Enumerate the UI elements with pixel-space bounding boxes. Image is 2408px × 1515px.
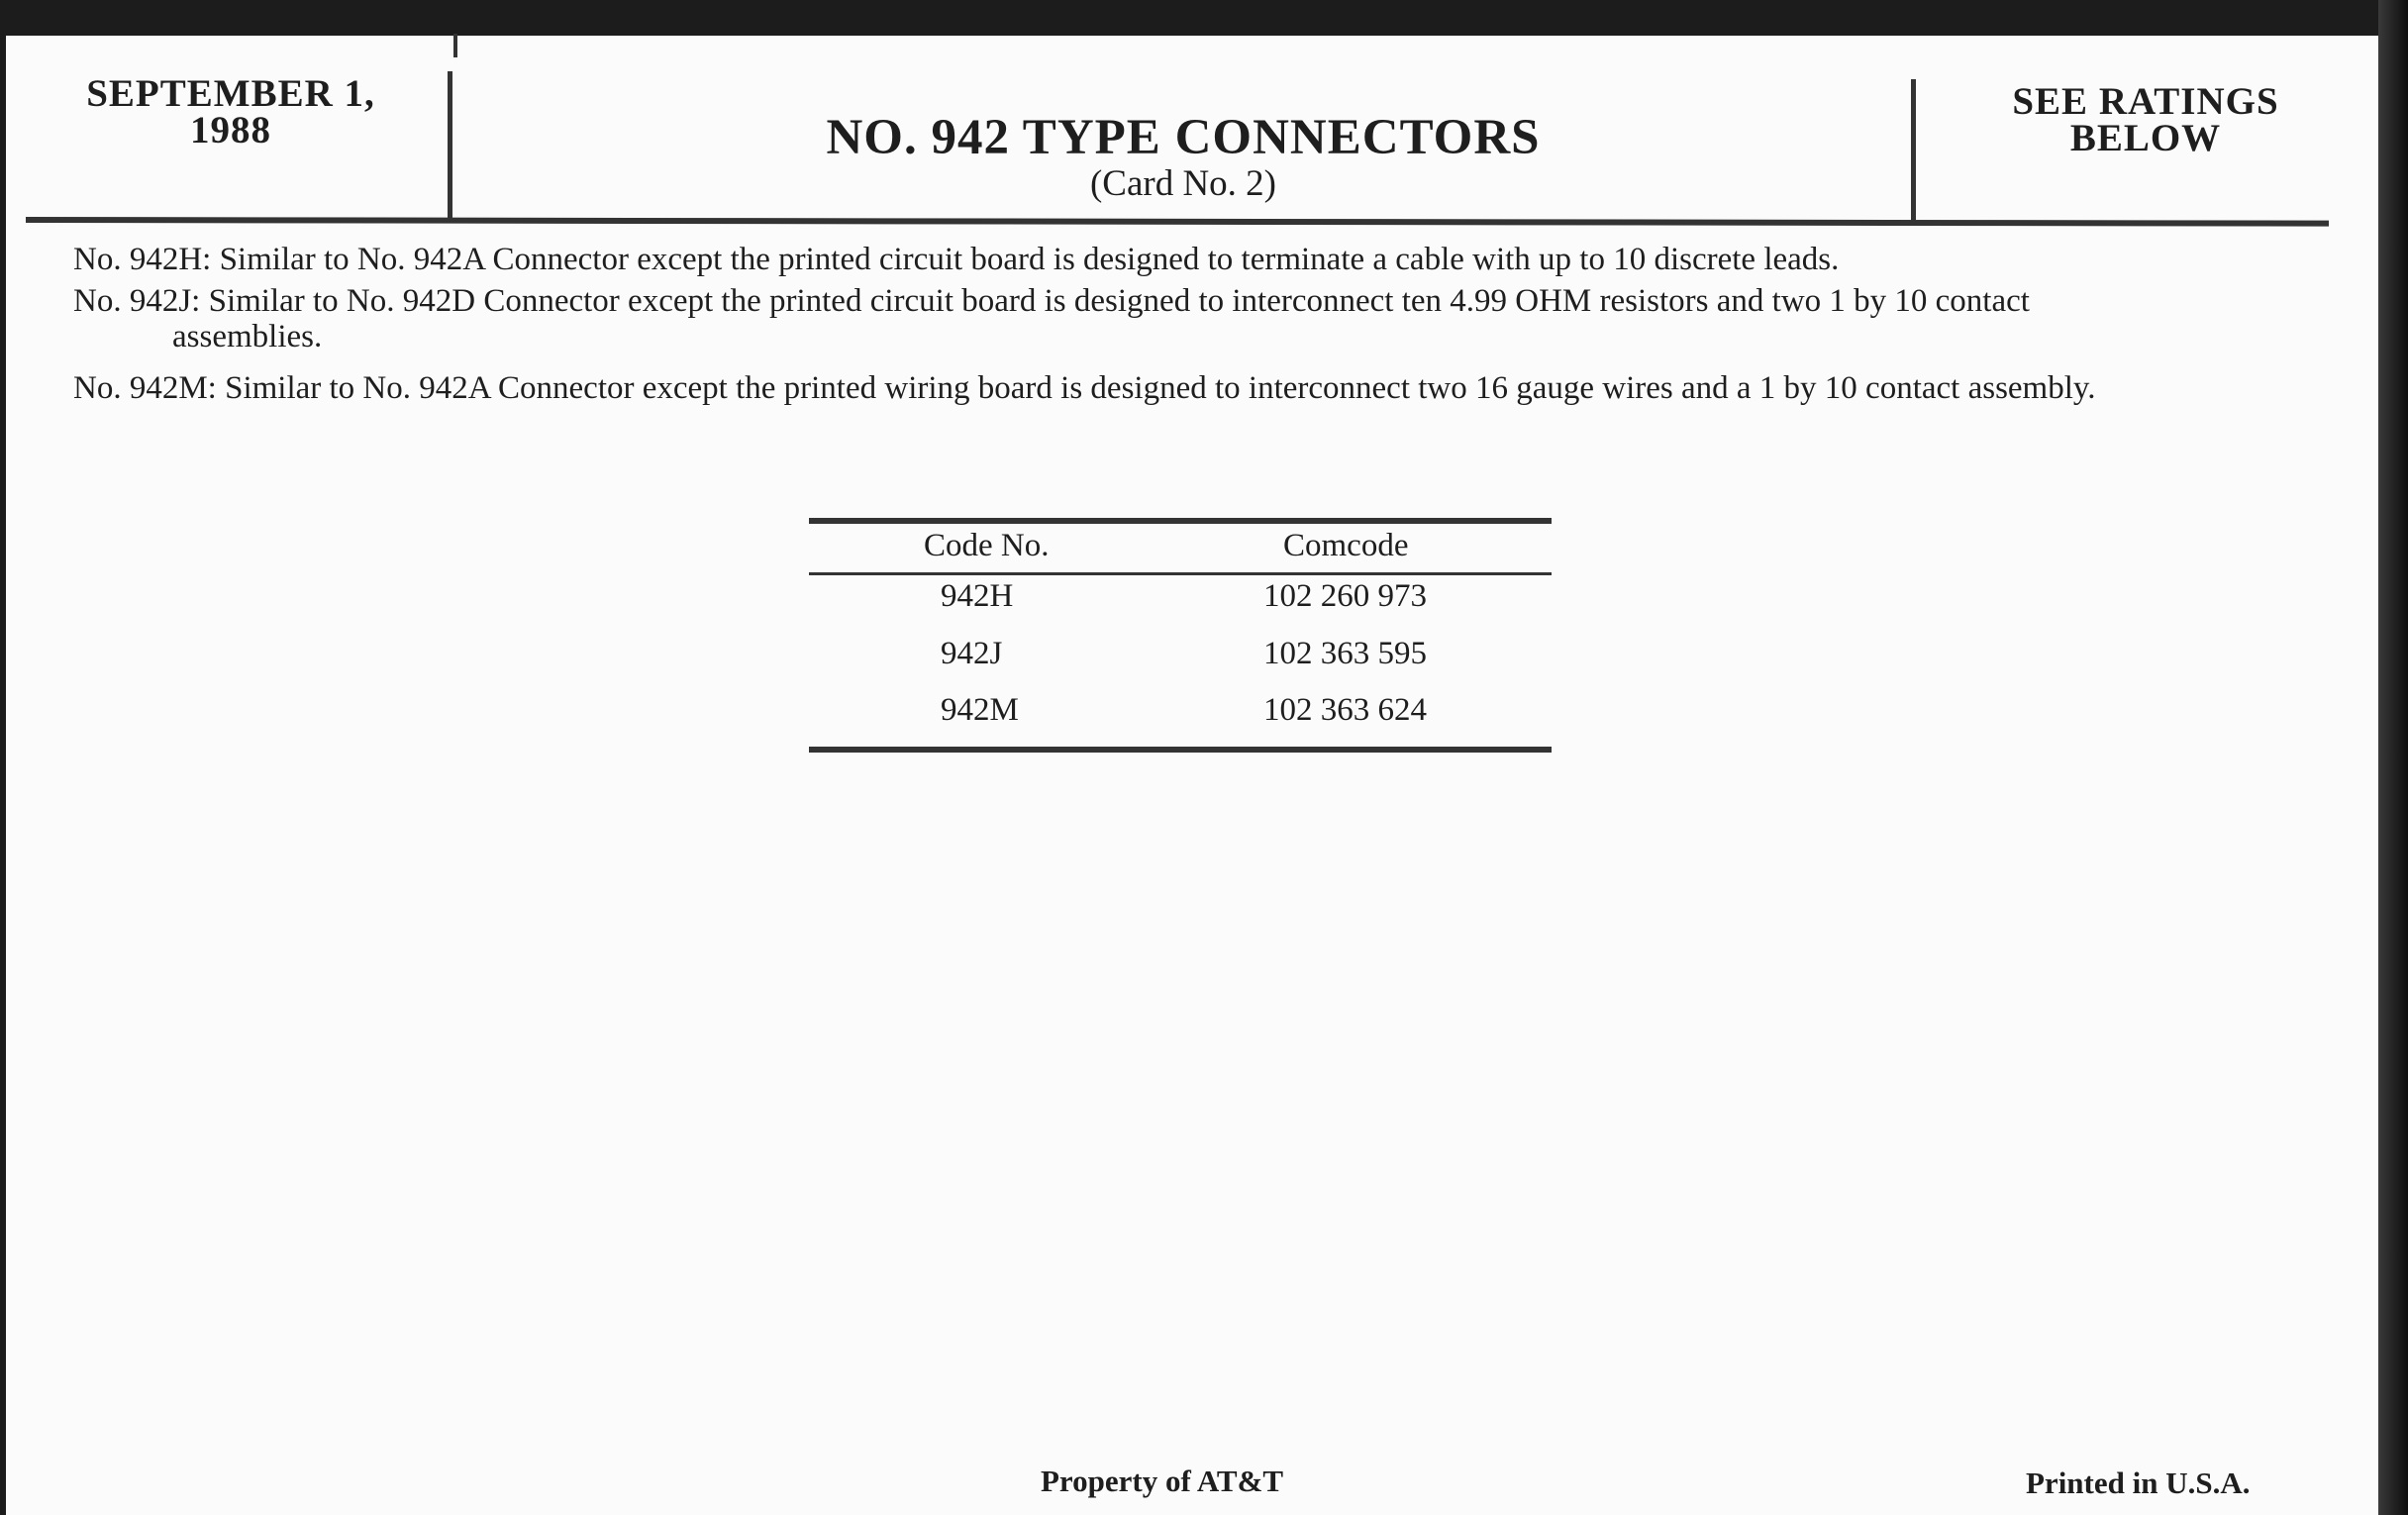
description-942m [73, 370, 2291, 406]
issue-date-line1: SEPTEMBER 1, [86, 72, 375, 115]
description-text: No. 942J: Similar to No. 942D Connector except the printed circuit board is designed to interconnect ten 4.99 OHM resistors and two 1 by 10 contact [73, 283, 2030, 319]
column-header-comcode: Comcode [1283, 528, 1409, 563]
printed-notice: Printed in U.S.A. [2026, 1465, 2251, 1500]
description-continuation: assemblies. [172, 319, 323, 354]
column-header-code: Code No. [924, 528, 1050, 563]
header-divider-tick [453, 34, 457, 57]
header-divider-left [448, 71, 452, 218]
code-cell: 942M [941, 692, 1019, 728]
table-top-rule [809, 518, 1552, 524]
rating-note-line1: SEE RATINGS [2012, 80, 2279, 123]
code-cell: 942J [941, 636, 1003, 671]
property-notice: Property of AT&T [1041, 1464, 1284, 1498]
description-942h [73, 242, 2291, 277]
issue-date-line2: 1988 [190, 109, 271, 152]
page-subtitle: (Card No. 2) [1089, 163, 1277, 204]
description-942j [73, 283, 2291, 354]
rating-note-line2: BELOW [2069, 117, 2222, 159]
scanner-edge [2378, 0, 2408, 1515]
table-header-rule [809, 572, 1552, 575]
comcode-cell: 102 363 624 [1263, 692, 1427, 728]
issue-date [0, 72, 461, 152]
comcode-cell: 102 260 973 [1263, 578, 1427, 614]
comcode-cell: 102 363 595 [1263, 636, 1427, 671]
table-bottom-rule [809, 747, 1552, 753]
rating-note [1915, 80, 2376, 159]
code-cell: 942H [941, 578, 1014, 614]
description-text: No. 942H: Similar to No. 942A Connector except the printed circuit board is designed to terminate a cable with up to 10 discrete leads. [73, 242, 1840, 277]
description-text: No. 942M: Similar to No. 942A Connector except the printed wiring board is designed to interconnect two 16 gauge wires and a 1 by 10 contact assembly. [73, 370, 2096, 406]
page-title: NO. 942 TYPE CONNECTORS [826, 110, 1541, 165]
